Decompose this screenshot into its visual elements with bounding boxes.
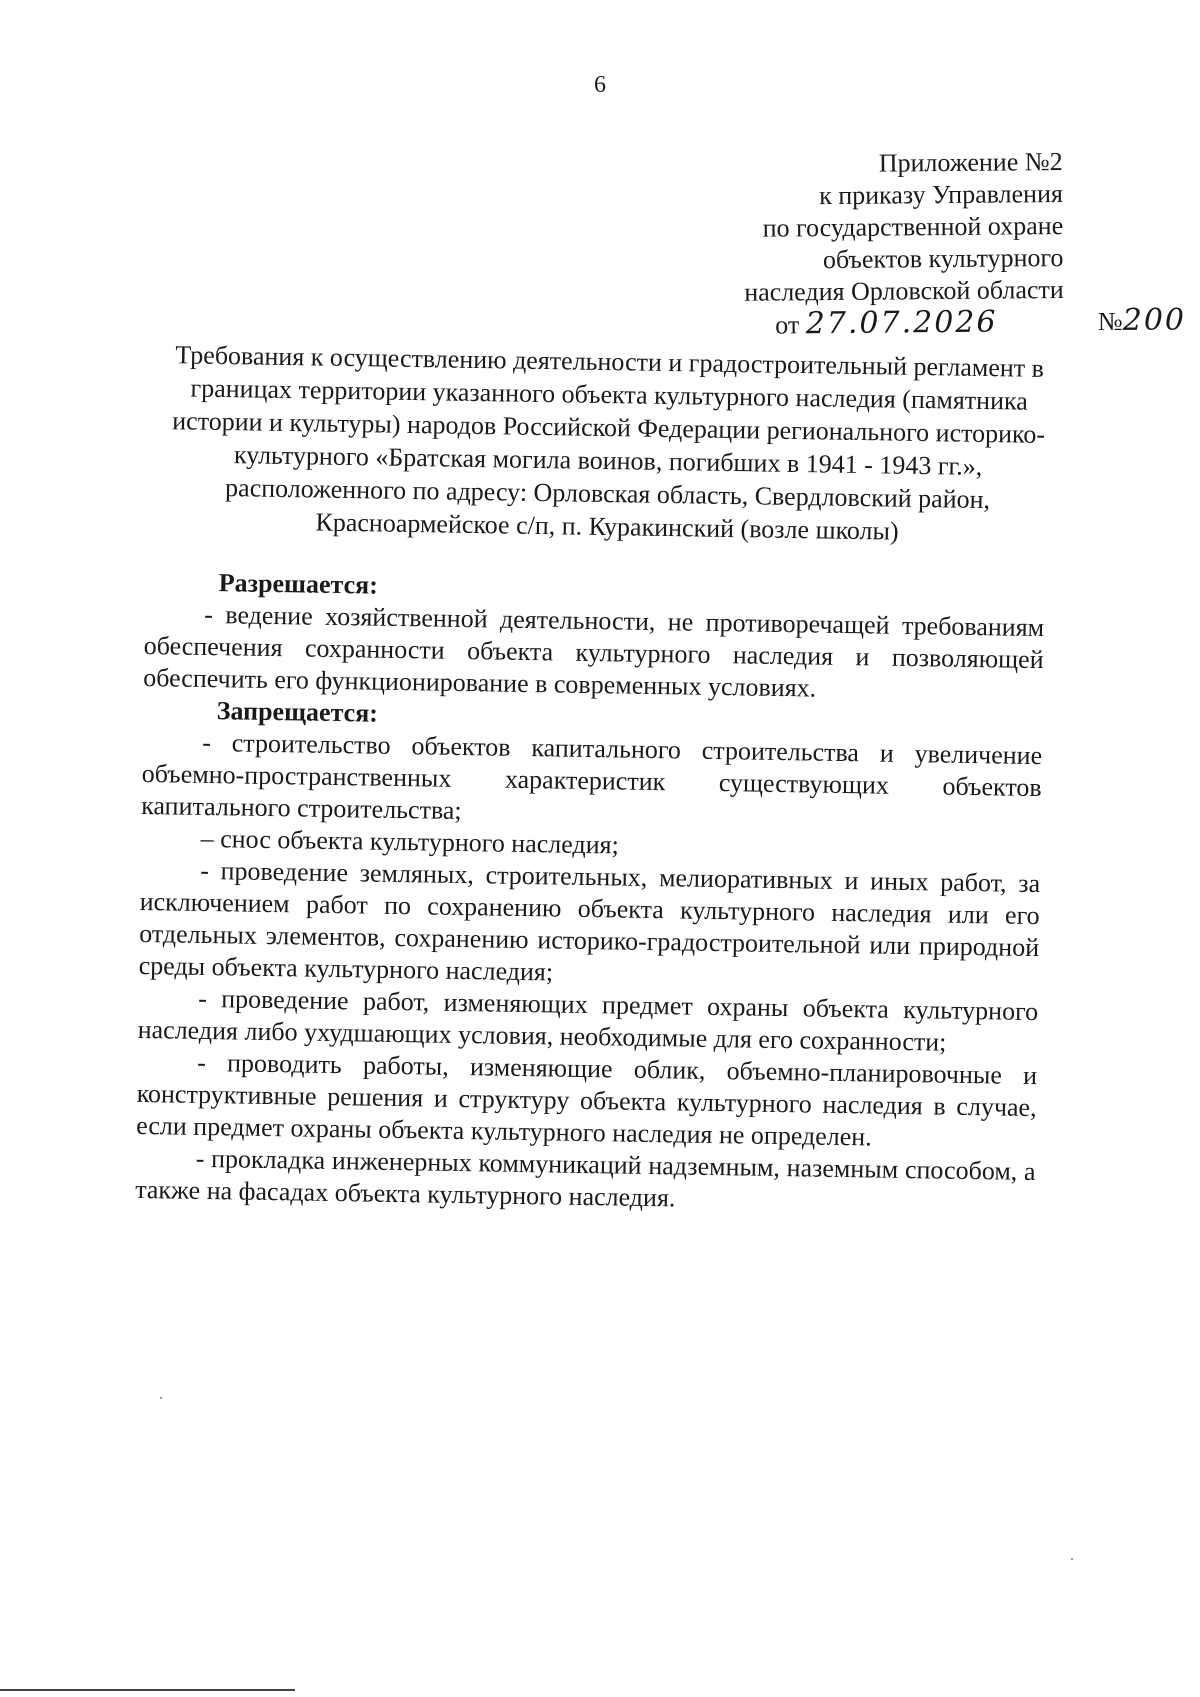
title-line: Требования к осуществлению деятельности и градостроительный регламент в — [175, 340, 1045, 383]
date-prefix: от — [774, 310, 799, 340]
forbidden-item: - проведение работ, изменяющих предмет охраны объекта культурного наследия либо ухудшающих условия, необходимые для его сохранности; — [137, 983, 1039, 1057]
page-number: 6 — [594, 72, 606, 98]
forbidden-heading: Запрещается: — [216, 696, 379, 728]
forbidden-item: - строительство объектов капитального строительства и увеличение объемно-пространственных характеристик существующих объектов капитального строительства; — [141, 727, 1043, 826]
allowed-item: - ведение хозяйственной деятельности, не противоречащей требованиям обеспечения сохранности объекта культурного наследия и позволяющей обеспечить его функционирование в современных условиях. — [143, 599, 1045, 703]
title-line: истории и культуры) народов Российской Федерации регионального историко- — [172, 406, 1046, 449]
scan-speck — [160, 1397, 162, 1399]
number-prefix: № — [1097, 307, 1123, 336]
appendix-line: к приказу Управления — [818, 178, 1063, 211]
appendix-date-line — [744, 306, 1064, 342]
appendix-block — [743, 146, 1064, 342]
handwritten-date: 27.07.2026 — [805, 304, 998, 342]
handwritten-number: 200 — [1122, 303, 1186, 338]
appendix-line: объектов культурного — [822, 242, 1064, 275]
scan-edge-line — [0, 1689, 295, 1691]
appendix-line: по государственной охране — [762, 210, 1063, 243]
document-title — [157, 338, 1060, 550]
document-number — [1098, 303, 1186, 338]
title-line: расположенного по адресу: Орловская область, Свердловский район, — [224, 473, 991, 515]
forbidden-item: – снос объекта культурного наследия; — [200, 823, 620, 860]
allowed-heading: Разрешается: — [218, 568, 379, 600]
title-line: границах территории указанного объекта культурного наследия (памятника — [190, 373, 1029, 416]
title-line: Красноармейское с/п, п. Куракинский (возле школы) — [315, 507, 899, 546]
appendix-line: наследия Орловской области — [743, 274, 1064, 307]
document-body — [135, 566, 1045, 1220]
forbidden-item: - проведение земляных, строительных, мелиоративных и иных работ, за исключением работ по сохранению объекта культурного наследия или его отдельных элементов, сохранению историко-градостроительной или природной среды объекта культурного наследия; — [138, 855, 1041, 987]
forbidden-item: - прокладка инженерных коммуникаций надземным, наземным способом, а также на фасадах объекта культурного наследия. — [134, 1143, 1036, 1213]
title-line: культурного «Братская могила воинов, погибших в 1941 - 1943 гг.», — [233, 440, 983, 481]
forbidden-item: - проводить работы, изменяющие облик, объемно-планировочные и конструктивные решения и структуру объекта культурного наследия в случае, если предмет охраны объекта культурного наследия не определен. — [135, 1047, 1038, 1152]
appendix-line: Приложение №2 — [878, 146, 1063, 178]
scan-speck — [1071, 1558, 1073, 1560]
